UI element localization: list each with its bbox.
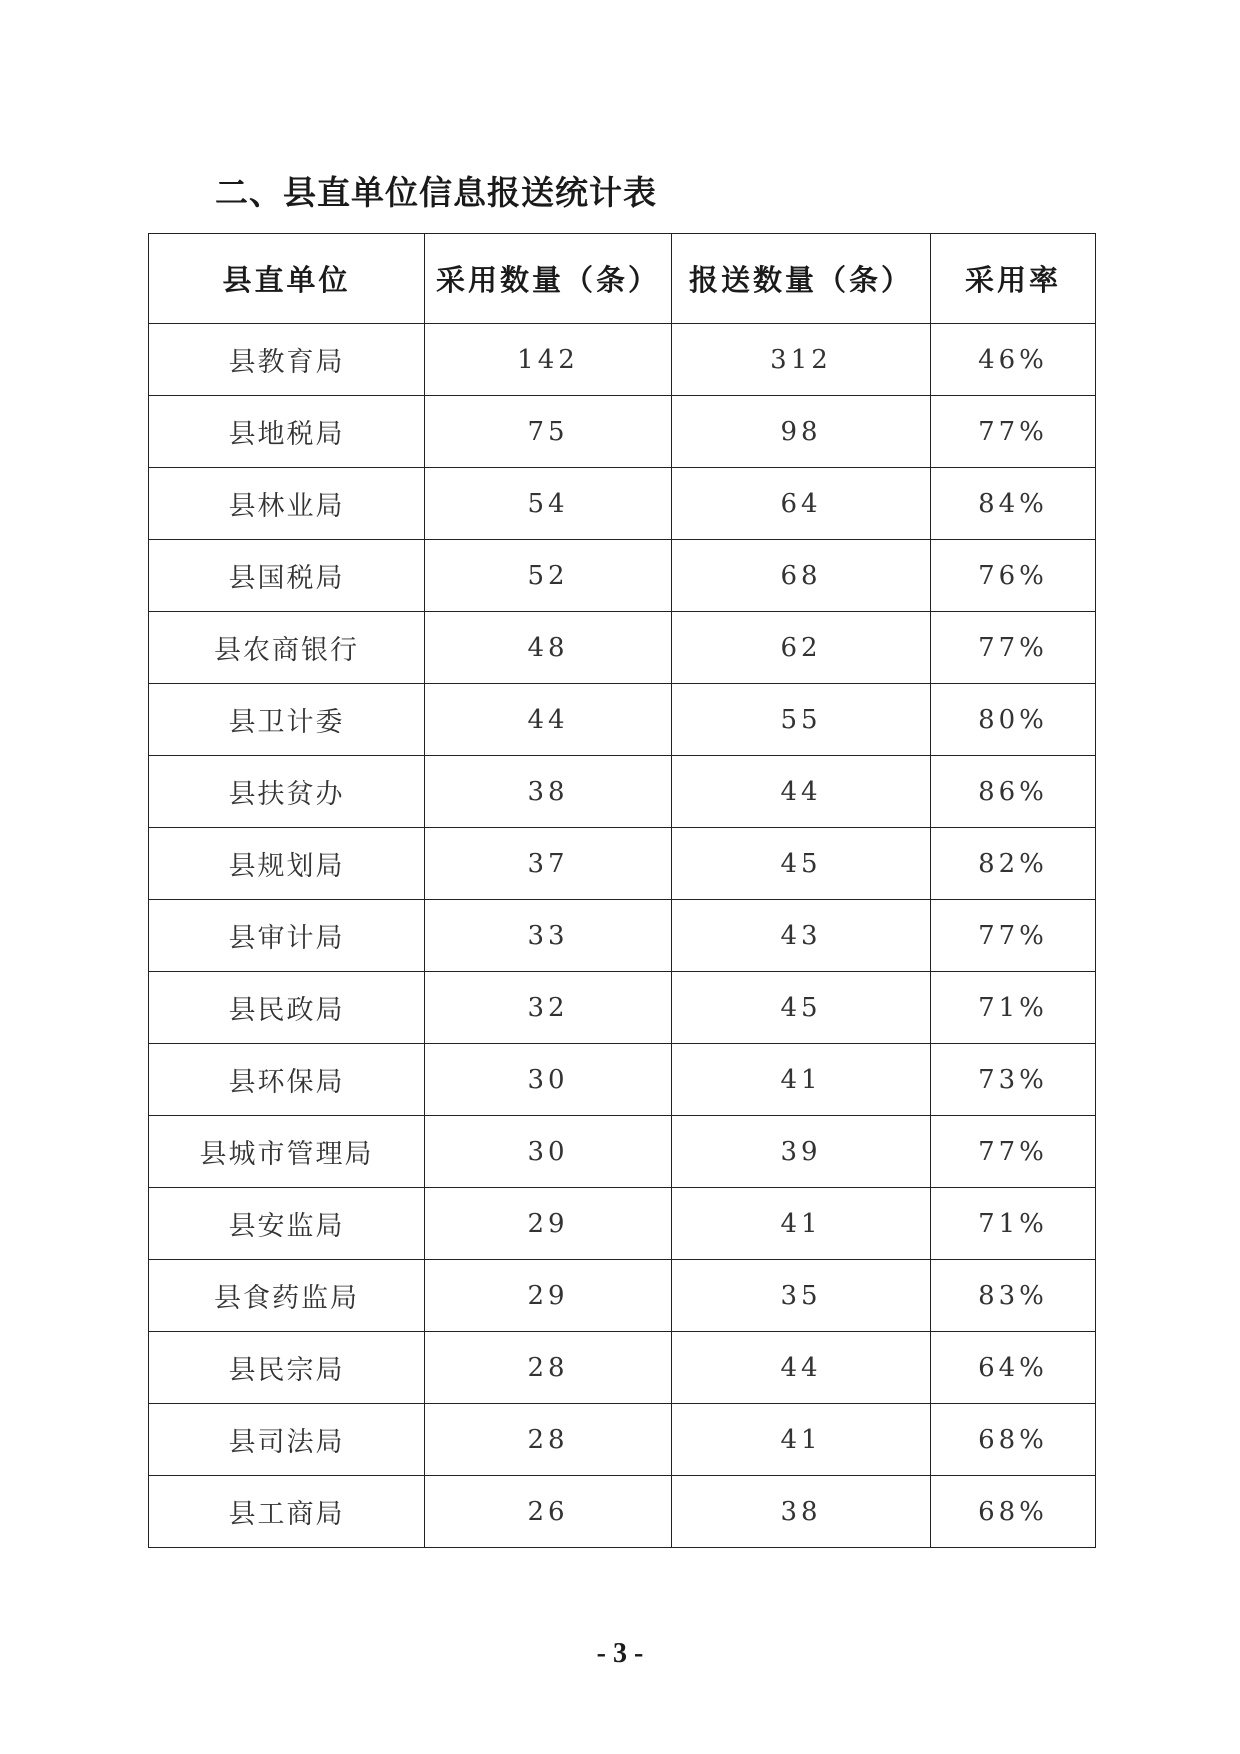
cell-adopted: 28 (425, 1332, 672, 1404)
header-unit: 县直单位 (149, 234, 425, 324)
cell-unit: 县安监局 (149, 1188, 425, 1260)
cell-submitted: 41 (672, 1188, 931, 1260)
cell-unit: 县林业局 (149, 468, 425, 540)
cell-submitted: 45 (672, 828, 931, 900)
cell-submitted: 41 (672, 1404, 931, 1476)
cell-adopted: 37 (425, 828, 672, 900)
cell-unit: 县农商银行 (149, 612, 425, 684)
cell-rate: 73% (931, 1044, 1096, 1116)
cell-submitted: 312 (672, 324, 931, 396)
table-row (149, 1116, 1096, 1188)
table-row (149, 828, 1096, 900)
cell-adopted: 142 (425, 324, 672, 396)
cell-adopted: 28 (425, 1404, 672, 1476)
cell-submitted: 62 (672, 612, 931, 684)
cell-unit: 县环保局 (149, 1044, 425, 1116)
cell-rate: 77% (931, 1116, 1096, 1188)
cell-adopted: 38 (425, 756, 672, 828)
cell-submitted: 35 (672, 1260, 931, 1332)
cell-rate: 68% (931, 1476, 1096, 1548)
cell-unit: 县审计局 (149, 900, 425, 972)
cell-submitted: 39 (672, 1116, 931, 1188)
cell-adopted: 29 (425, 1188, 672, 1260)
table-row (149, 1332, 1096, 1404)
table-row (149, 396, 1096, 468)
cell-adopted: 54 (425, 468, 672, 540)
cell-unit: 县扶贫办 (149, 756, 425, 828)
cell-unit: 县食药监局 (149, 1260, 425, 1332)
cell-rate: 76% (931, 540, 1096, 612)
cell-adopted: 29 (425, 1260, 672, 1332)
cell-adopted: 75 (425, 396, 672, 468)
table-row (149, 540, 1096, 612)
page-number: - 3 - (596, 1638, 644, 1669)
cell-submitted: 68 (672, 540, 931, 612)
cell-unit: 县规划局 (149, 828, 425, 900)
cell-unit: 县地税局 (149, 396, 425, 468)
cell-unit: 县卫计委 (149, 684, 425, 756)
cell-unit: 县城市管理局 (149, 1116, 425, 1188)
header-adopted-count: 采用数量（条） (425, 234, 672, 324)
cell-adopted: 26 (425, 1476, 672, 1548)
cell-unit: 县司法局 (149, 1404, 425, 1476)
cell-rate: 77% (931, 612, 1096, 684)
cell-rate: 84% (931, 468, 1096, 540)
section-title: 二、县直单位信息报送统计表 (215, 173, 657, 212)
table-row (149, 1476, 1096, 1548)
table-row (149, 1044, 1096, 1116)
cell-adopted: 48 (425, 612, 672, 684)
cell-adopted: 33 (425, 900, 672, 972)
cell-unit: 县民宗局 (149, 1332, 425, 1404)
cell-rate: 77% (931, 900, 1096, 972)
cell-rate: 80% (931, 684, 1096, 756)
cell-submitted: 64 (672, 468, 931, 540)
table-row (149, 1188, 1096, 1260)
cell-unit: 县国税局 (149, 540, 425, 612)
table-row (149, 1404, 1096, 1476)
cell-unit: 县工商局 (149, 1476, 425, 1548)
cell-submitted: 44 (672, 1332, 931, 1404)
cell-rate: 83% (931, 1260, 1096, 1332)
cell-submitted: 55 (672, 684, 931, 756)
cell-rate: 46% (931, 324, 1096, 396)
table-row (149, 972, 1096, 1044)
cell-rate: 86% (931, 756, 1096, 828)
cell-adopted: 52 (425, 540, 672, 612)
header-submitted-count: 报送数量（条） (672, 234, 931, 324)
table-row (149, 324, 1096, 396)
cell-unit: 县民政局 (149, 972, 425, 1044)
table-row (149, 612, 1096, 684)
cell-submitted: 41 (672, 1044, 931, 1116)
table-row (149, 756, 1096, 828)
cell-submitted: 43 (672, 900, 931, 972)
table-header-row (149, 234, 1096, 324)
cell-rate: 82% (931, 828, 1096, 900)
cell-rate: 71% (931, 1188, 1096, 1260)
cell-submitted: 45 (672, 972, 931, 1044)
cell-unit: 县教育局 (149, 324, 425, 396)
cell-adopted: 32 (425, 972, 672, 1044)
cell-rate: 71% (931, 972, 1096, 1044)
statistics-table (148, 233, 1096, 1548)
cell-rate: 64% (931, 1332, 1096, 1404)
cell-adopted: 44 (425, 684, 672, 756)
header-adoption-rate: 采用率 (931, 234, 1096, 324)
table-row (149, 684, 1096, 756)
cell-adopted: 30 (425, 1044, 672, 1116)
cell-adopted: 30 (425, 1116, 672, 1188)
table-row (149, 1260, 1096, 1332)
table-row (149, 468, 1096, 540)
cell-rate: 77% (931, 396, 1096, 468)
cell-submitted: 44 (672, 756, 931, 828)
cell-submitted: 98 (672, 396, 931, 468)
cell-submitted: 38 (672, 1476, 931, 1548)
cell-rate: 68% (931, 1404, 1096, 1476)
table-row (149, 900, 1096, 972)
